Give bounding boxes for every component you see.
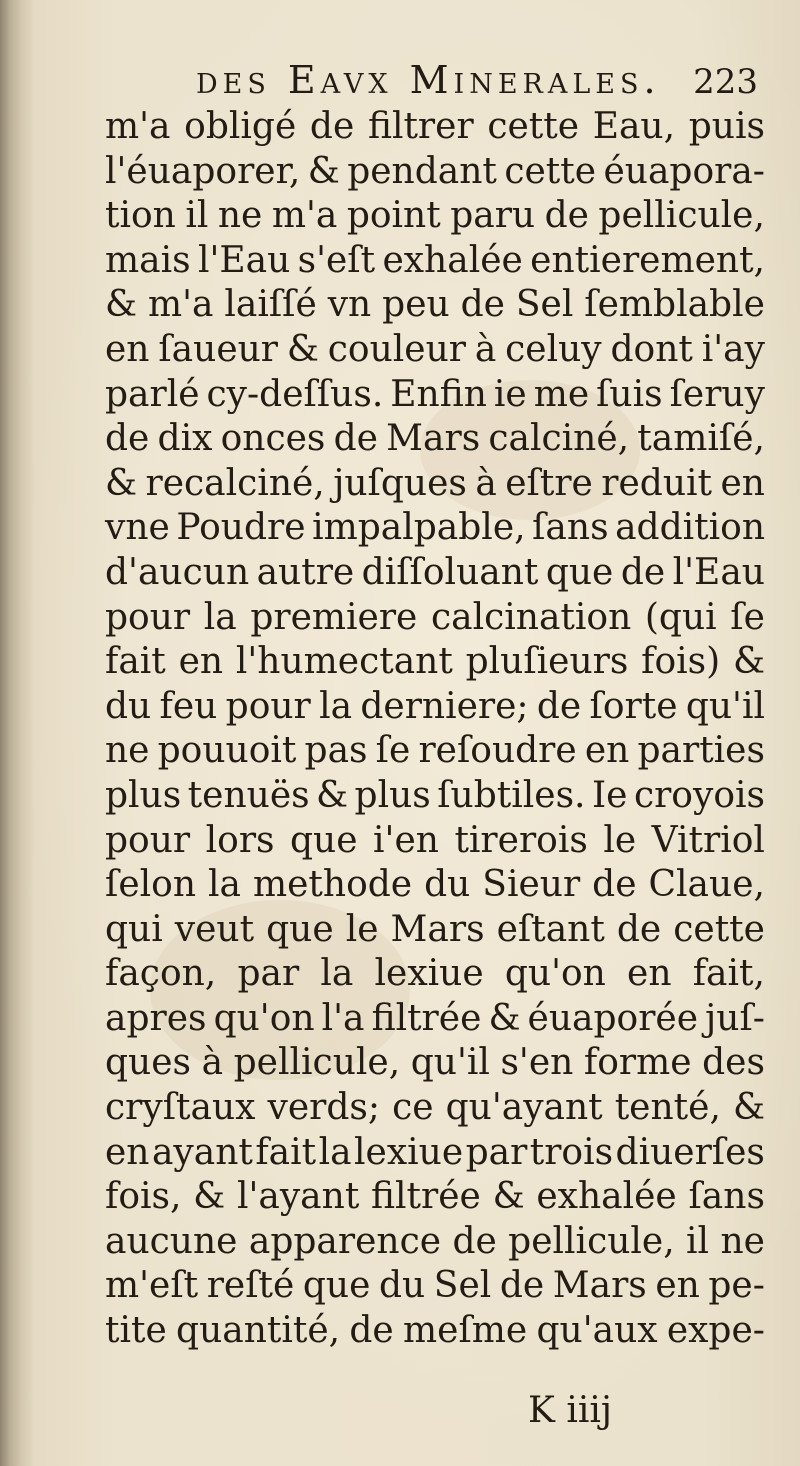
text-line: aucune apparence de pellicule, il ne: [105, 1220, 765, 1262]
text-line: m'a obligé de filtrer cette Eau, puis: [105, 106, 765, 147]
text-line: fait en l'humectant pluſieurs fois) &: [105, 641, 765, 683]
binding-gutter: [0, 0, 34, 1466]
running-title: des Eavx Minerales.: [196, 58, 661, 102]
text-line: & recalciné, juſques à eſtre reduit en: [105, 462, 765, 504]
text-line: mais l'Eau s'eſt exhalée entierement,: [105, 239, 765, 281]
text-line: m'eſt reſté que du Sel de Mars en pe-: [105, 1265, 765, 1307]
text-line: tion il ne m'a point paru de pellicule,: [105, 195, 765, 237]
text-line: du feu pour la derniere; de ſorte qu'il: [105, 685, 765, 727]
text-line: tite quantité, de meſme qu'aux expe-: [105, 1310, 765, 1352]
text-line: qui veut que le Mars eſtant de cette: [105, 908, 765, 950]
text-line: de dix onces de Mars calciné, tamiſé,: [105, 418, 765, 460]
page-header: [196, 58, 776, 108]
text-line: apres qu'on l'a filtrée & éuaporée juſ-: [105, 997, 765, 1039]
text-line: pour lors que i'en tirerois le Vitriol: [105, 819, 765, 861]
text-line: façon, par la lexiue qu'on en fait,: [105, 953, 765, 995]
text-line: plus tenuës & plus ſubtiles. Ie croyois: [105, 774, 765, 816]
text-line: en ayant fait la lexiue par trois diuerſes: [105, 1131, 765, 1173]
text-line: l'éuaporer, & pendant cette éuapora-: [105, 150, 765, 192]
text-line: en ſaueur & couleur à celuy dont i'ay: [105, 328, 765, 370]
text-line: ne pouuoit pas ſe reſoudre en parties: [105, 730, 765, 772]
page-number: 223: [693, 62, 758, 102]
signature-mark: K iiij: [528, 1390, 613, 1431]
text-line: parlé cy-deſſus. Enfin ie me ſuis ſeruy: [105, 373, 765, 415]
text-line: pour la premiere calcination (qui ſe: [105, 596, 765, 638]
text-line: fois, & l'ayant filtrée & exhalée ſans: [105, 1176, 765, 1218]
text-line: ſelon la methode du Sieur de Claue,: [105, 864, 765, 906]
text-line: vne Poudre impalpable, ſans addition: [105, 507, 765, 549]
text-line: cryſtaux verds; ce qu'ayant tenté, &: [105, 1087, 765, 1129]
body-text: [105, 105, 765, 1354]
text-line: d'aucun autre diſſoluant que de l'Eau: [105, 551, 765, 593]
text-line: ques à pellicule, qu'il s'en forme des: [105, 1042, 765, 1084]
text-line: & m'a laiſſé vn peu de Sel ſemblable: [105, 284, 765, 326]
